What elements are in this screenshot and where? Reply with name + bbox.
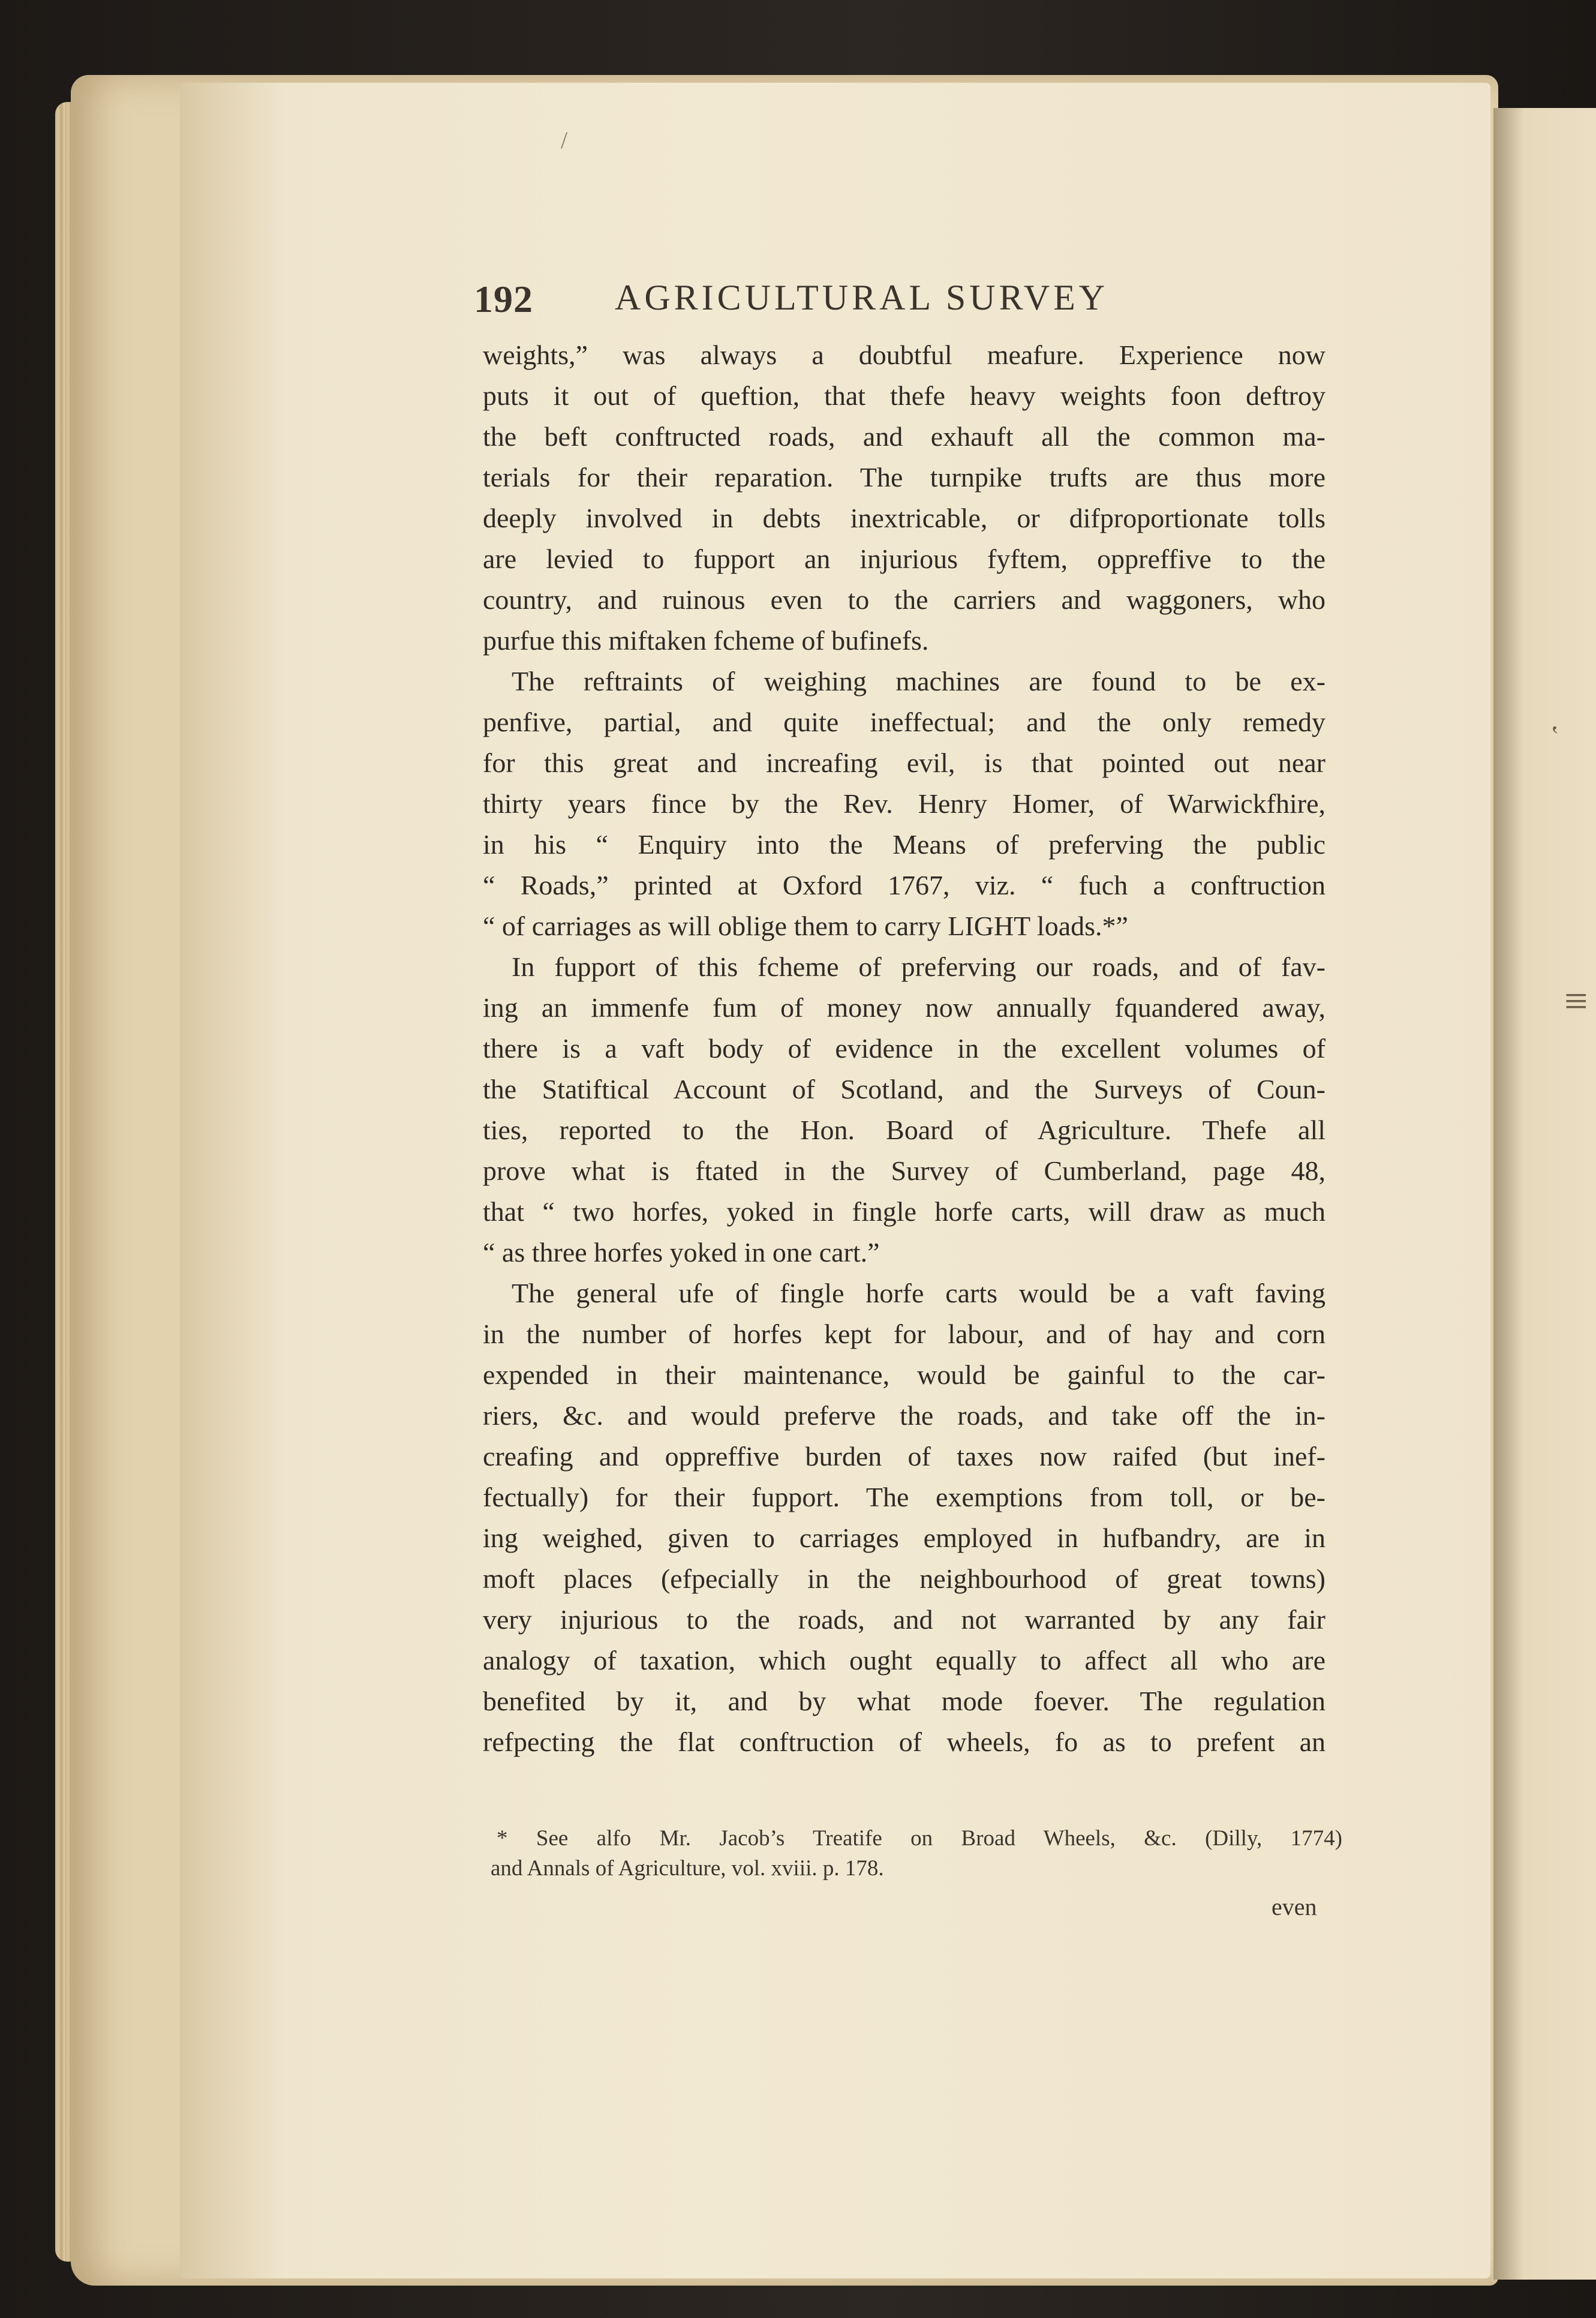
text-line: thirty years fince by the Rev. Henry Homer, of Warwickfhire, [483,788,1326,819]
text-line: ing an immenfe fum of money now annually fquandered away, [483,992,1326,1023]
facing-page-mark: ‛ [1550,720,1559,750]
text-line: for this great and increafing evil, is that pointed out near [483,747,1326,778]
text-line: the Statiftical Account of Scotland, and the Surveys of Coun- [483,1074,1326,1104]
paper-speck: / [561,127,568,154]
catchword: even [1272,1893,1317,1920]
text-line: fectually) for their fupport. The exemptions from toll, or be- [483,1482,1326,1512]
facing-page-mark: ≡ [1564,978,1585,1025]
text-line: “ Roads,” printed at Oxford 1767, viz. “ fuch a conftruction [483,870,1326,900]
page-header [474,277,1170,325]
text-line: deeply involved in debts inextricable, or difproportionate tolls [483,503,1326,533]
text-line: purfue this miftaken fcheme of bufinefs. [483,625,929,656]
text-line: in his “ Enquiry into the Means of preferving the public [483,829,1326,860]
text-line: that “ two horfes, yoked in fingle horfe carts, will draw as much [483,1196,1326,1227]
text-line: expended in their maintenance, would be gainful to the car- [483,1359,1326,1390]
running-title: AGRICULTURAL SURVEY [615,278,1109,317]
text-line: prove what is ftated in the Survey of Cumberland, page 48, [483,1155,1326,1186]
text-line: puts it out of queftion, that thefe heavy weights foon deftroy [483,380,1326,411]
text-line: riers, &c. and would preferve the roads, and take off the in- [483,1400,1326,1431]
body-text [483,335,1326,1762]
footnote-line: and Annals of Agriculture, vol. xviii. p. 178. [491,1856,884,1881]
text-line: The general ufe of fingle horfe carts would be a vaft faving [512,1278,1326,1308]
page-number: 192 [474,278,533,320]
text-line: The reftraints of weighing machines are found to be ex- [512,666,1326,696]
text-line: “ of carriages as will oblige them to carry LIGHT loads.*” [483,911,1128,941]
text-line: penfive, partial, and quite ineffectual; and the only remedy [483,707,1326,737]
text-line: refpecting the flat conftruction of wheels, fo as to prefent an [483,1727,1326,1757]
text-line: terials for their reparation. The turnpike trufts are thus more [483,462,1326,493]
footnote-line: * See alfo Mr. Jacob’s Treatife on Broad Wheels, &c. (Dilly, 1774) [497,1826,1342,1851]
text-line: the beft conftructed roads, and exhauft all the common ma- [483,421,1326,452]
text-line: “ as three horfes yoked in one cart.” [483,1237,880,1268]
text-line: ing weighed, given to carriages employed in hufbandry, are in [483,1523,1326,1553]
text-line: analogy of taxation, which ought equally to affect all who are [483,1645,1326,1676]
footnote [491,1824,1342,1884]
text-line: moft places (efpecially in the neighbourhood of great towns) [483,1563,1326,1594]
facing-page-edge [1493,108,1596,2280]
text-line: country, and ruinous even to the carriers and waggoners, who [483,584,1326,615]
text-line: are levied to fupport an injurious fyftem, oppreffive to the [483,544,1326,574]
text-line: In fupport of this fcheme of preferving our roads, and of fav- [512,951,1326,982]
text-line: weights,” was always a doubtful meafure. Experience now [483,340,1326,370]
text-line: benefited by it, and by what mode foever. The regulation [483,1686,1326,1716]
text-line: creafing and oppreffive burden of taxes now raifed (but inef- [483,1441,1326,1472]
text-line: very injurious to the roads, and not warranted by any fair [483,1604,1326,1635]
text-line: in the number of horfes kept for labour, and of hay and corn [483,1319,1326,1349]
text-line: ties, reported to the Hon. Board of Agriculture. Thefe all [483,1115,1326,1145]
text-line: there is a vaft body of evidence in the excellent volumes of [483,1033,1326,1064]
